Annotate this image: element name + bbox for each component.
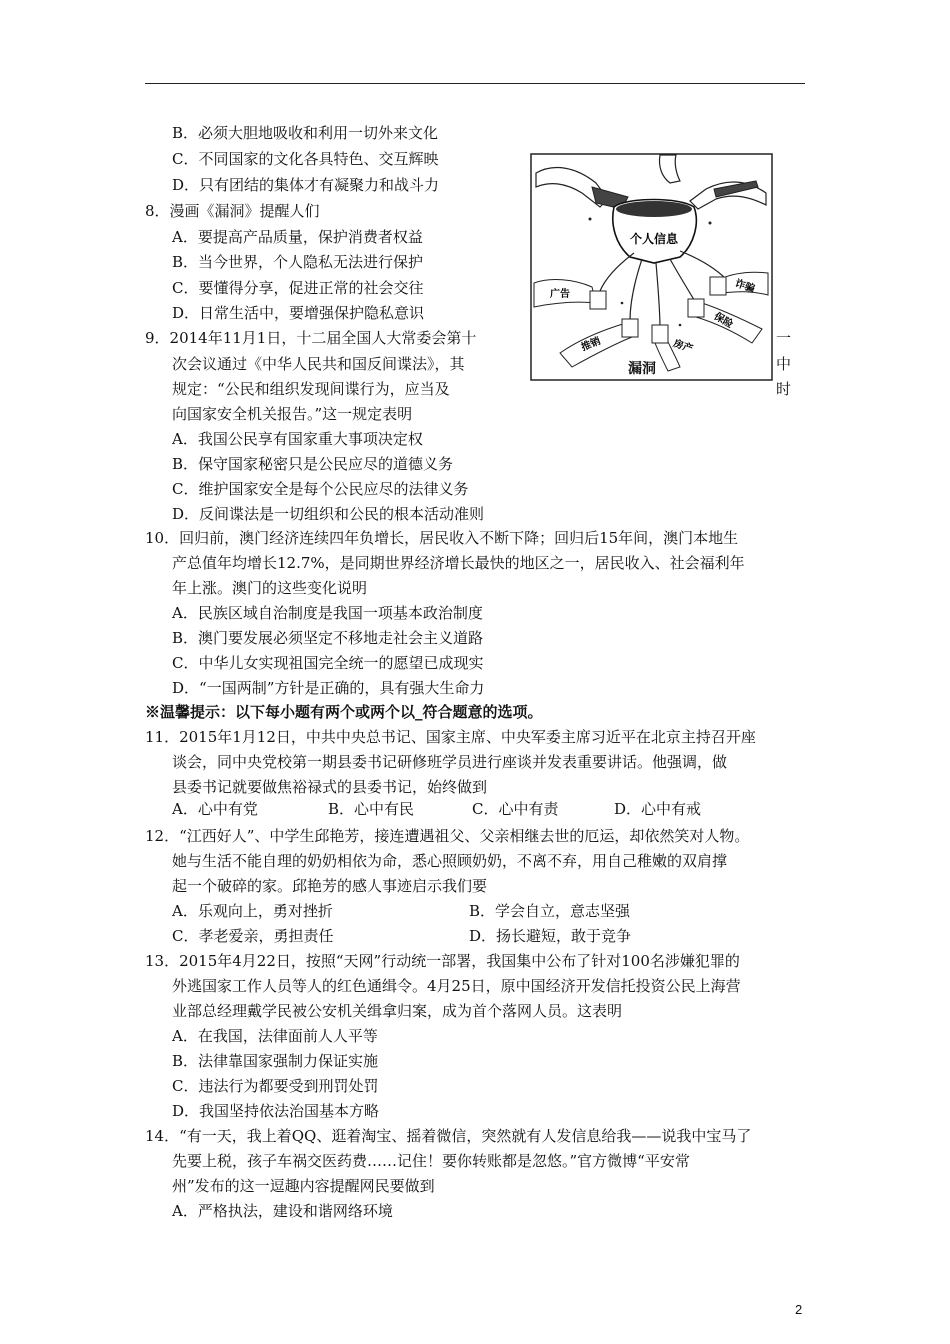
q12-option-a: A．乐观向上，勇对挫折 (172, 902, 333, 920)
q8-option-b: B．当今世界，个人隐私无法进行保护 (172, 253, 424, 271)
q9-option-b: B．保守国家秘密只是公民应尽的道德义务 (172, 455, 454, 473)
q10-option-a: A．民族区域自治制度是我国一项基本政治制度 (172, 604, 483, 622)
tip-notice: ※温馨提示：以下每小题有两个或两个以_符合题意的选项。 (145, 703, 543, 721)
q12-stem-line2: 她与生活不能自理的奶奶相依为命，悉心照顾奶奶，不离不弃，用自己稚嫩的双肩撑 (172, 852, 728, 870)
q11-stem-line2: 谈会，同中央党校第一期县委书记研修班学员进行座谈并发表重要讲话。他强调，做 (172, 753, 728, 771)
q10-option-d: D．“一国两制”方针是正确的，具有强大生命力 (172, 679, 485, 697)
cup-label-ad: 广告 (550, 289, 570, 300)
q10-stem-line2: 产总值年均增长12.7%，是同期世界经济增长最快的地区之一，居民收入、社会福利年 (172, 554, 745, 572)
q7-option-c: C．不同国家的文化各具特色、交互辉映 (172, 150, 439, 168)
q11-option-d: D．心中有戒 (614, 800, 702, 818)
q11-stem-line1: 11．2015年1月12日，中共中央总书记、国家主席、中央军委主席习近平在北京主持召开座 (145, 728, 756, 746)
q13-option-d: D．我国坚持依法治国基本方略 (172, 1102, 380, 1120)
q10-option-c: C．中华儿女实现祖国完全统一的愿望已成现实 (172, 654, 484, 672)
q12-stem-line3: 起一个破碎的家。邱艳芳的感人事迹启示我们要 (172, 877, 488, 895)
q9-stem-line2-tail: 中 (776, 355, 792, 373)
q12-option-d: D．扬长避短，敢于竞争 (469, 927, 632, 945)
q9-stem-line3: 规定：“公民和组织发现间谍行为，应当及 (172, 380, 450, 398)
q9-option-a: A．我国公民享有国家重大事项决定权 (172, 430, 423, 448)
q13-option-a: A．在我国，法律面前人人平等 (172, 1027, 378, 1045)
q10-stem-line1: 10．回归前，澳门经济连续四年负增长，居民收入不断下降；回归后15年间，澳门本地生 (145, 529, 739, 547)
cup-label-insurance: 保险 (711, 311, 735, 331)
q11-option-b: B．心中有民 (328, 800, 415, 818)
q9-stem-line1-tail: 一 (776, 329, 792, 347)
q13-stem-line2: 外逃国家工作人员等人的红色通缉令。4月25日，原中国经济开发信托投资公民上海营 (172, 977, 741, 995)
q8-option-d: D．日常生活中，要增强保护隐私意识 (172, 304, 425, 322)
q11-option-a: A．心中有党 (172, 800, 258, 818)
q9-stem-line2: 次会议通过《中华人民共和国反间谍法》，其 (172, 355, 465, 373)
q13-option-b: B．法律靠国家强制力保证实施 (172, 1052, 379, 1070)
cup-label-realestate: 房产 (671, 338, 695, 356)
cup-label-sales: 推销 (579, 335, 603, 354)
q7-option-d: D．只有团结的集体才有凝聚力和战斗力 (172, 176, 440, 194)
q10-option-b: B．澳门要发展必须坚定不移地走社会主义道路 (172, 629, 484, 647)
q9-option-c: C．维护国家安全是每个公民应尽的法律义务 (172, 480, 469, 498)
q8-stem: 8．漫画《漏洞》提醒人们 (145, 202, 320, 220)
q10-stem-line3: 年上涨。澳门的这些变化说明 (172, 579, 368, 597)
q9-stem-line4: 向国家安全机关报告。”这一规定表明 (172, 405, 413, 423)
q14-stem-line3: 州”发布的这一逗趣内容提醒网民要做到 (172, 1177, 435, 1195)
cartoon-bag-label: 个人信息 (629, 232, 679, 246)
q14-option-a: A．严格执法，建设和谐网络环境 (172, 1202, 393, 1220)
q14-stem-line2: 先要上税，孩子车祸交医药费……记住！要你转账都是忽悠。”官方微博“平安常 (172, 1152, 690, 1170)
cartoon-leak (530, 153, 773, 381)
q11-option-c: C．心中有责 (472, 800, 559, 818)
q12-stem-line1: 12．“江西好人”、中学生邱艳芳，接连遭遇祖父、父亲相继去世的厄运，却依然笑对人物。 (145, 827, 750, 845)
q13-option-c: C．违法行为都要受到刑罚处罚 (172, 1077, 379, 1095)
cartoon-caption: 漏洞 (628, 361, 656, 377)
cup-label-fraud: 诈骗 (733, 278, 756, 295)
q8-option-c: C．要懂得分享，促进正常的社会交往 (172, 279, 424, 297)
q9-stem-line3-tail: 时 (776, 380, 792, 398)
q9-option-d: D．反间谍法是一切组织和公民的根本活动准则 (172, 505, 485, 523)
q12-option-c: C．孝老爱亲，勇担责任 (172, 927, 334, 945)
q9-stem-line1: 9．2014年11月1日，十二届全国人大常委会第十 (145, 329, 477, 347)
q13-stem-line1: 13．2015年4月22日，按照“天网”行动统一部署，我国集中公布了针对100名涉嫌犯罪的 (145, 952, 740, 970)
q8-option-a: A．要提高产品质量，保护消费者权益 (172, 228, 423, 246)
q7-option-b: B．必须大胆地吸收和利用一切外来文化 (172, 124, 439, 142)
page-number: 2 (795, 1302, 803, 1317)
q12-option-b: B．学会自立，意志坚强 (469, 902, 631, 920)
header-rule (145, 83, 805, 84)
q11-stem-line3: 县委书记就要做焦裕禄式的县委书记，始终做到 (172, 778, 488, 796)
q13-stem-line3: 业部总经理戴学民被公安机关缉拿归案，成为首个落网人员。这表明 (172, 1002, 623, 1020)
q14-stem-line1: 14．“有一天，我上着QQ、逛着淘宝、摇着微信，突然就有人发信息给我——说我中宝马了 (145, 1127, 752, 1145)
